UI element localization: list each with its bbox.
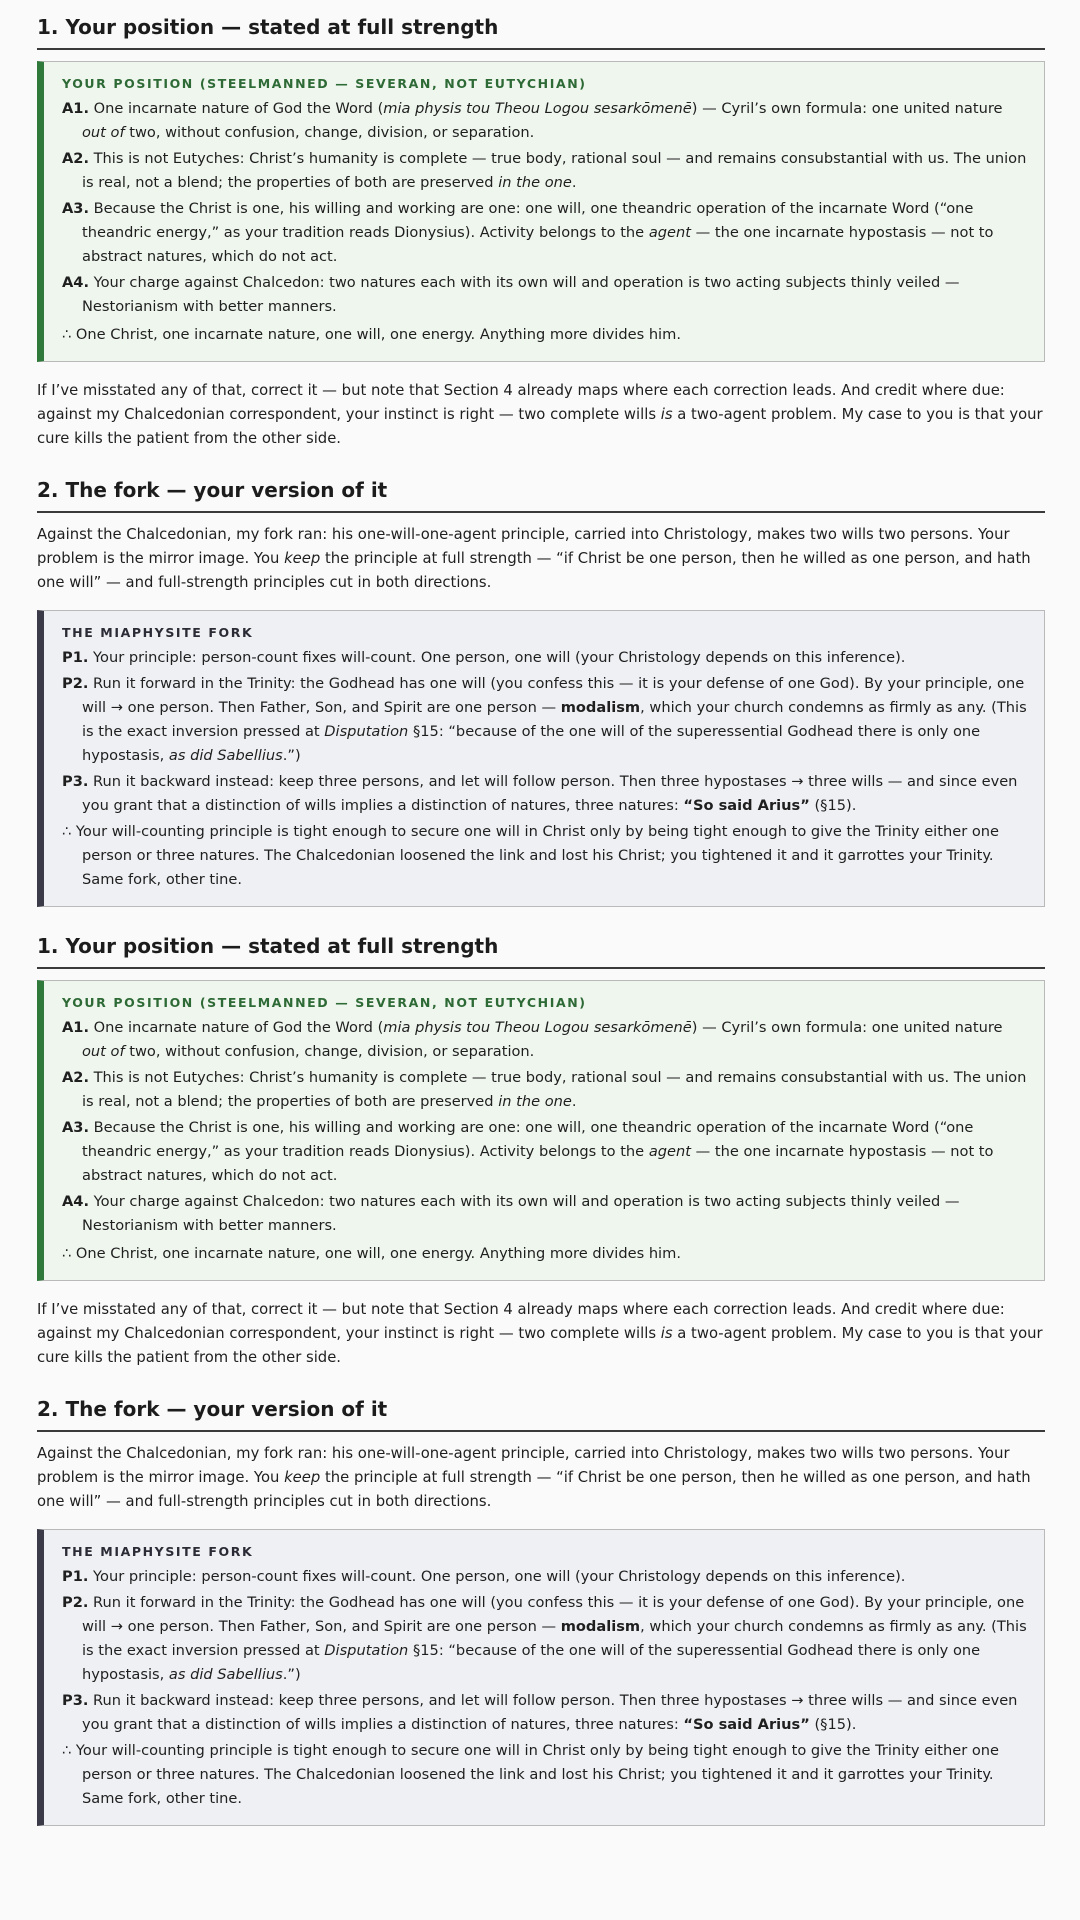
section-2-copy-a (37, 463, 1045, 907)
fork-conclusion: ∴ Your will-counting principle is tight enough to secure one will in Christ only by being tight enough to give the Trinity either one person or three natures. The Chalcedonian loosened the link and lost his Christ; you tightened it and it garrottes your Trinity. Same fork, other tine. (62, 823, 999, 888)
position-conclusion: ∴ One Christ, one incarnate nature, one will, one energy. Anything more divides him. (62, 326, 681, 343)
position-box-title: YOUR POSITION (STEELMANNED — SEVERAN, NOT EUTYCHIAN) (62, 76, 587, 91)
fork-box-title: THE MIAPHYSITE FORK (62, 1544, 254, 1559)
claim-a2: A2. This is not Eutyches: Christ’s humanity is complete — true body, rational soul — and remains consubstantial with us. The union is real, not a blend; the properties of both are preserved in the one. (62, 1069, 1027, 1110)
fork-conclusion: ∴ Your will-counting principle is tight enough to secure one will in Christ only by being tight enough to give the Trinity either one person or three natures. The Chalcedonian loosened the link and lost his Christ; you tightened it and it garrottes your Trinity. Same fork, other tine. (62, 1742, 999, 1807)
position-paragraph: If I’ve misstated any of that, correct it — but note that Section 4 already maps where each correction leads. And credit where due: against my Chalcedonian correspondent, your instinct is right — two complete wills is a two-agent problem. My case to you is that your cure kills the patient from the other side. (37, 1301, 1043, 1366)
section-heading-position: 1. Your position — stated at full strength (37, 919, 1045, 969)
claim-a1: A1. One incarnate nature of God the Word (mia physis tou Theou Logou sesarkōmenē) — Cyril’s own formula: one united nature out of two, without confusion, change, division, or separation. (62, 100, 1003, 141)
premise-p3: P3. Run it backward instead: keep three persons, and let will follow person. Then three hypostases → three wills — and since even you grant that a distinction of wills implies a distinction of natures, three natures: “So said Arius” (§15). (62, 773, 1018, 814)
position-conclusion: ∴ One Christ, one incarnate nature, one will, one energy. Anything more divides him. (62, 1245, 681, 1262)
claim-a1: A1. One incarnate nature of God the Word (mia physis tou Theou Logou sesarkōmenē) — Cyril’s own formula: one united nature out of two, without confusion, change, division, or separation. (62, 1019, 1003, 1060)
fork-box (37, 1529, 1045, 1826)
section-1-copy-b (37, 919, 1045, 1370)
claim-a4: A4. Your charge against Chalcedon: two natures each with its own will and operation is two acting subjects thinly veiled — Nestorianism with better manners. (62, 1193, 960, 1234)
section-heading-fork: 2. The fork — your version of it (37, 463, 1045, 513)
section-heading-position: 1. Your position — stated at full strength (37, 0, 1045, 50)
premise-p1: P1. Your principle: person-count fixes will-count. One person, one will (your Christology depends on this inference). (62, 1568, 906, 1585)
fork-box (37, 610, 1045, 907)
section-2-copy-b (37, 1382, 1045, 1826)
premise-p2: P2. Run it forward in the Trinity: the Godhead has one will (you confess this — it is your defense of one God). By your principle, one will → one person. Then Father, Son, and Spirit are one person — modalism, which your church condemns as firmly as any. (This is the exact inversion pressed at Disputation §15: “because of the one will of the superessential Godhead there is only one hypostasis, as did Sabellius.”) (62, 1594, 1027, 1683)
position-box (37, 61, 1045, 362)
premise-p2: P2. Run it forward in the Trinity: the Godhead has one will (you confess this — it is your defense of one God). By your principle, one will → one person. Then Father, Son, and Spirit are one person — modalism, which your church condemns as firmly as any. (This is the exact inversion pressed at Disputation §15: “because of the one will of the superessential Godhead there is only one hypostasis, as did Sabellius.”) (62, 675, 1027, 764)
section-heading-fork: 2. The fork — your version of it (37, 1382, 1045, 1432)
position-box (37, 980, 1045, 1281)
premise-p1: P1. Your principle: person-count fixes will-count. One person, one will (your Christology depends on this inference). (62, 649, 906, 666)
claim-a3: A3. Because the Christ is one, his willing and working are one: one will, one theandric operation of the incarnate Word (“one theandric energy,” as your tradition reads Dionysius). Activity belongs to the agent — the one incarnate hypostasis — not to abstract natures, which do not act. (62, 1119, 994, 1184)
section-1-copy-a (37, 0, 1045, 451)
fork-paragraph: Against the Chalcedonian, my fork ran: his one-will-one-agent principle, carried into Christology, makes two wills two persons. Your problem is the mirror image. You keep the principle at full strength — “if Christ be one person, then he willed as one person, and hath one will” — and full-strength principles cut in both directions. (37, 526, 1031, 591)
position-paragraph: If I’ve misstated any of that, correct it — but note that Section 4 already maps where each correction leads. And credit where due: against my Chalcedonian correspondent, your instinct is right — two complete wills is a two-agent problem. My case to you is that your cure kills the patient from the other side. (37, 382, 1043, 447)
fork-box-title: THE MIAPHYSITE FORK (62, 625, 254, 640)
position-box-title: YOUR POSITION (STEELMANNED — SEVERAN, NOT EUTYCHIAN) (62, 995, 587, 1010)
claim-a4: A4. Your charge against Chalcedon: two natures each with its own will and operation is two acting subjects thinly veiled — Nestorianism with better manners. (62, 274, 960, 315)
fork-paragraph: Against the Chalcedonian, my fork ran: his one-will-one-agent principle, carried into Christology, makes two wills two persons. Your problem is the mirror image. You keep the principle at full strength — “if Christ be one person, then he willed as one person, and hath one will” — and full-strength principles cut in both directions. (37, 1445, 1031, 1510)
claim-a3: A3. Because the Christ is one, his willing and working are one: one will, one theandric operation of the incarnate Word (“one theandric energy,” as your tradition reads Dionysius). Activity belongs to the agent — the one incarnate hypostasis — not to abstract natures, which do not act. (62, 200, 994, 265)
claim-a2: A2. This is not Eutyches: Christ’s humanity is complete — true body, rational soul — and remains consubstantial with us. The union is real, not a blend; the properties of both are preserved in the one. (62, 150, 1027, 191)
premise-p3: P3. Run it backward instead: keep three persons, and let will follow person. Then three hypostases → three wills — and since even you grant that a distinction of wills implies a distinction of natures, three natures: “So said Arius” (§15). (62, 1692, 1018, 1733)
